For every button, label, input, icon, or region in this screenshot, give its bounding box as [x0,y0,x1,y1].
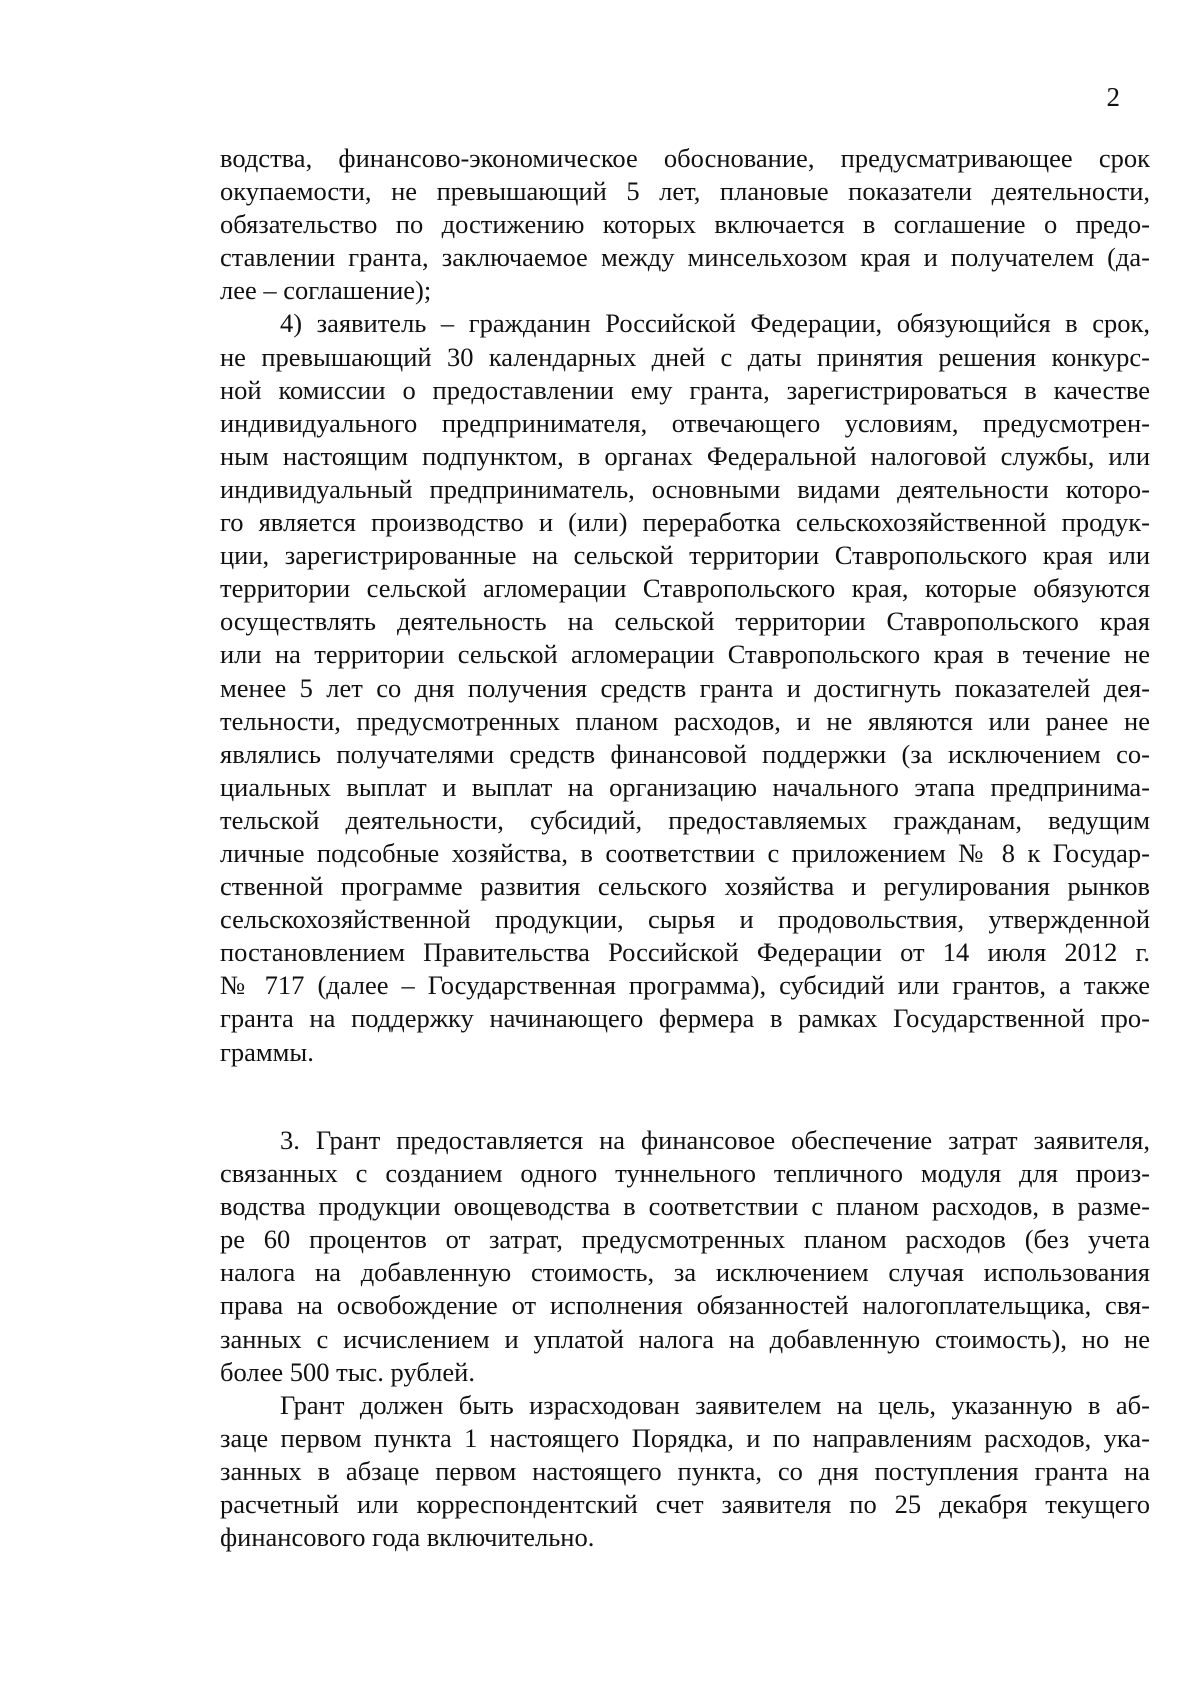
text-line: ции, зарегистрированные на сельской территории Ставропольского края или [220,540,1150,571]
text-line: № 717 (далее – Государственная программа), субсидий или грантов, а также [220,970,1150,1001]
text-line: 3. Грант предоставляется на финансовое обеспечение затрат заявителя, [280,1125,1150,1155]
text-line: ным настоящим подпунктом, в органах Федеральной налоговой службы, или [220,440,1150,471]
text-line: постановлением Правительства Российской Федерации от 14 июля 2012 г. [220,937,1150,968]
text-block-1 [220,142,1150,1069]
text-line: го является производство и (или) переработка сельскохозяйственной продук- [220,507,1150,538]
text-line: ной комиссии о предоставлении ему гранта, зарегистрироваться в качестве [220,374,1150,405]
page-number: 2 [1106,82,1120,112]
text-line: 4) заявитель – гражданин Российской Федерации, обязующийся в срок, [280,308,1150,339]
text-line: связанных с созданием одного туннельного тепличного модуля для произ- [220,1158,1150,1189]
text-line: или на территории сельской агломерации Ставропольского края в течение не [220,639,1150,670]
text-line: ставлении гранта, заключаемое между минсельхозом края и получателем (да- [220,242,1150,273]
text-line: водства, финансово-экономическое обоснование, предусматривающее срок [220,143,1150,173]
text-line: права на освобождение от исполнения обязанностей налогоплательщика, свя- [220,1290,1150,1321]
text-line: сельскохозяйственной продукции, сырья и продовольствия, утвержденной [220,904,1150,935]
text-line: осуществлять деятельность на сельской территории Ставропольского края [220,606,1150,637]
text-line: тельности, предусмотренных планом расходов, и не являются или ранее не [220,705,1150,736]
text-line: гранта на поддержку начинающего фермера в рамках Государственной про- [220,1003,1150,1034]
text-line: граммы. [220,1036,314,1067]
text-line: расчетный или корреспондентский счет заявителя по 25 декабря текущего [220,1489,1150,1520]
text-line: индивидуального предпринимателя, отвечающего условиям, предусмотрен- [220,407,1150,438]
text-line: менее 5 лет со дня получения средств гранта и достигнуть показателей дея- [220,672,1150,703]
text-line: занных в абзаце первом настоящего пункта, со дня поступления гранта на [220,1455,1150,1486]
text-line: водства продукции овощеводства в соответствии с планом расходов, в разме- [220,1191,1150,1222]
text-line: индивидуальный предприниматель, основными видами деятельности которо- [220,473,1150,504]
text-line: финансового года включительно. [220,1522,595,1553]
text-line: не превышающий 30 календарных дней с даты принятия решения конкурс- [220,341,1150,372]
text-block-2 [220,1124,1150,1554]
text-line: Грант должен быть израсходован заявителем на цель, указанную в аб- [280,1389,1150,1420]
text-line: заце первом пункта 1 настоящего Порядка, и по направлениям расходов, ука- [220,1422,1150,1453]
text-line: налога на добавленную стоимость, за исключением случая использования [220,1257,1150,1288]
text-line: окупаемости, не превышающий 5 лет, плановые показатели деятельности, [220,176,1150,207]
text-line: занных с исчислением и уплатой налога на добавленную стоимость), но не [220,1323,1150,1354]
text-line: более 500 тыс. рублей. [220,1356,475,1387]
text-line: являлись получателями средств финансовой поддержки (за исключением со- [220,738,1150,769]
text-line: территории сельской агломерации Ставропольского края, которые обязуются [220,573,1150,604]
text-line: тельской деятельности, субсидий, предоставляемых гражданам, ведущим [220,804,1150,835]
text-line: ственной программе развития сельского хозяйства и регулирования рынков [220,871,1150,902]
text-line: обязательство по достижению которых включается в соглашение о предо- [220,209,1150,240]
text-line: личные подсобные хозяйства, в соответствии с приложением № 8 к Государ- [220,837,1150,868]
text-line: ре 60 процентов от затрат, предусмотренных планом расходов (без учета [220,1224,1150,1255]
text-line: лее – соглашение); [220,275,432,306]
text-line: циальных выплат и выплат на организацию начального этапа предпринима- [220,771,1150,802]
